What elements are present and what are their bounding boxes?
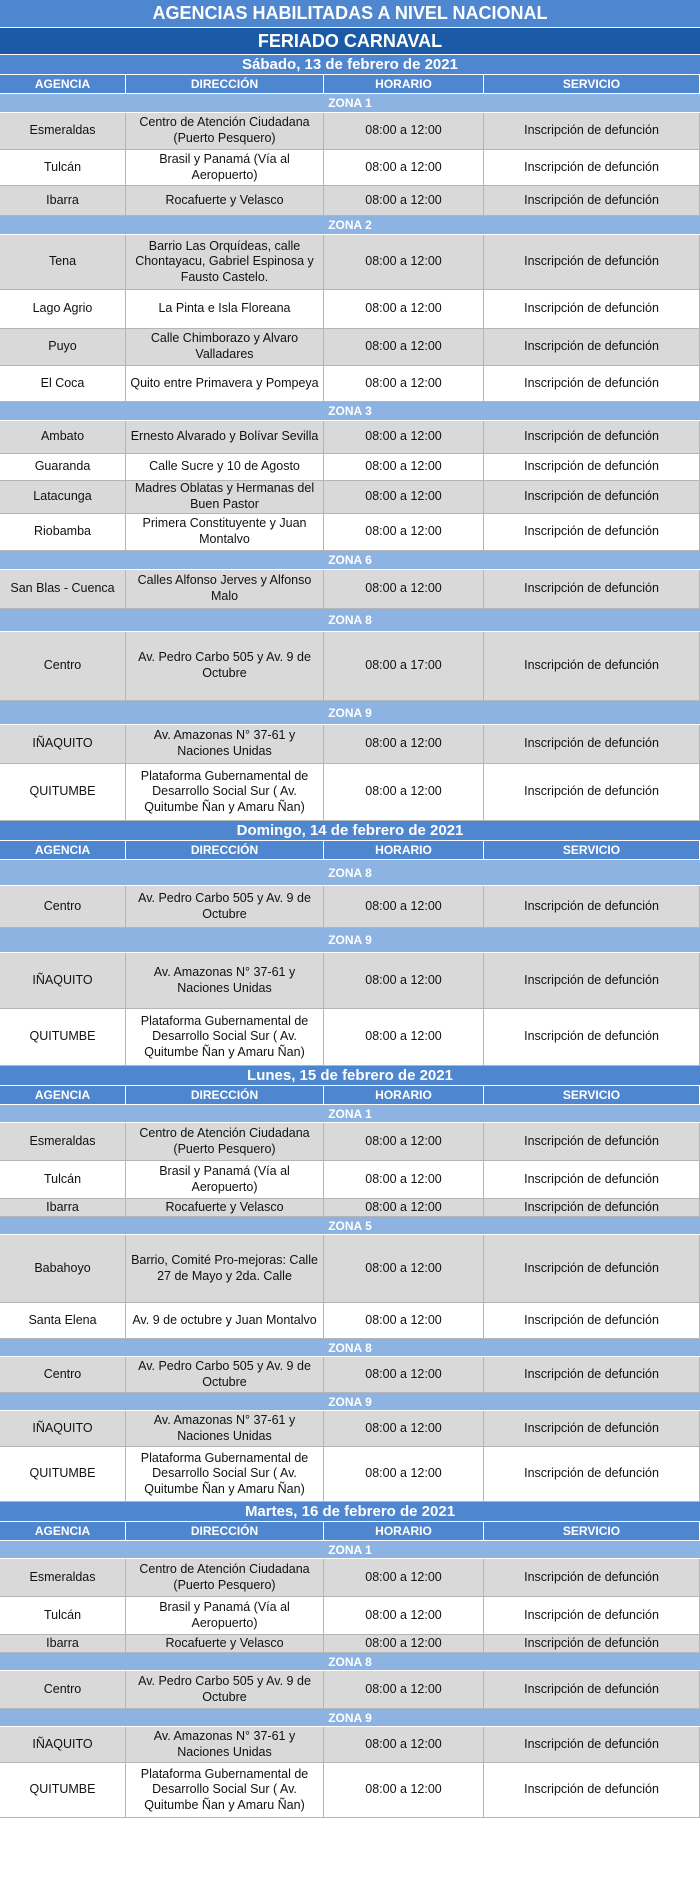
agencia-cell: Esmeraldas	[0, 113, 126, 150]
day-header: Sábado, 13 de febrero de 2021	[0, 55, 700, 75]
servicio-cell: Inscripción de defunción	[484, 514, 700, 551]
agencia-cell: El Coca	[0, 366, 126, 402]
servicio-cell: Inscripción de defunción	[484, 632, 700, 701]
horario-cell: 08:00 a 12:00	[324, 1411, 484, 1447]
table-row	[0, 1559, 700, 1597]
horario-cell: 08:00 a 12:00	[324, 1303, 484, 1339]
horario-cell: 08:00 a 12:00	[324, 454, 484, 481]
agencia-cell: IÑAQUITO	[0, 953, 126, 1009]
zone-header: ZONA 8	[0, 609, 700, 632]
horario-cell: 08:00 a 12:00	[324, 186, 484, 216]
servicio-cell: Inscripción de defunción	[484, 1357, 700, 1393]
column-header: AGENCIA	[0, 841, 126, 860]
table-row	[0, 1727, 700, 1763]
column-header-row	[0, 1086, 700, 1105]
direccion-cell: Brasil y Panamá (Vía al Aeropuerto)	[126, 150, 324, 186]
zone-header: ZONA 8	[0, 860, 700, 886]
days-container	[0, 55, 700, 1818]
agencia-cell: QUITUMBE	[0, 764, 126, 821]
agencia-cell: IÑAQUITO	[0, 1411, 126, 1447]
agencia-cell: Esmeraldas	[0, 1123, 126, 1161]
horario-cell: 08:00 a 12:00	[324, 1199, 484, 1217]
horario-cell: 08:00 a 12:00	[324, 481, 484, 514]
horario-cell: 08:00 a 12:00	[324, 113, 484, 150]
servicio-cell: Inscripción de defunción	[484, 1671, 700, 1709]
agencia-cell: Puyo	[0, 329, 126, 366]
zone-header: ZONA 3	[0, 402, 700, 421]
direccion-cell: Centro de Atención Ciudadana (Puerto Pesquero)	[126, 1123, 324, 1161]
servicio-cell: Inscripción de defunción	[484, 886, 700, 928]
horario-cell: 08:00 a 12:00	[324, 764, 484, 821]
horario-cell: 08:00 a 12:00	[324, 1447, 484, 1502]
servicio-cell: Inscripción de defunción	[484, 1447, 700, 1502]
direccion-cell: Rocafuerte y Velasco	[126, 1199, 324, 1217]
servicio-cell: Inscripción de defunción	[484, 1303, 700, 1339]
servicio-cell: Inscripción de defunción	[484, 113, 700, 150]
agencia-cell: San Blas - Cuenca	[0, 570, 126, 609]
page-title: AGENCIAS HABILITADAS A NIVEL NACIONAL	[0, 0, 700, 28]
horario-cell: 08:00 a 12:00	[324, 725, 484, 764]
table-row	[0, 1357, 700, 1393]
horario-cell: 08:00 a 12:00	[324, 329, 484, 366]
zone-header: ZONA 8	[0, 1339, 700, 1357]
zone-header: ZONA 9	[0, 928, 700, 953]
table-row	[0, 764, 700, 821]
day-section	[0, 55, 700, 821]
direccion-cell: Plataforma Gubernamental de Desarrollo Social Sur ( Av. Quitumbe Ñan y Amaru Ñan)	[126, 1447, 324, 1502]
servicio-cell: Inscripción de defunción	[484, 186, 700, 216]
day-section	[0, 1502, 700, 1818]
table-row	[0, 290, 700, 329]
servicio-cell: Inscripción de defunción	[484, 421, 700, 454]
column-header: SERVICIO	[484, 841, 700, 860]
zone-header: ZONA 1	[0, 94, 700, 113]
day-section	[0, 1066, 700, 1502]
direccion-cell: Plataforma Gubernamental de Desarrollo Social Sur ( Av. Quitumbe Ñan y Amaru Ñan)	[126, 1009, 324, 1066]
agencia-cell: Ibarra	[0, 186, 126, 216]
agencia-cell: Tulcán	[0, 1161, 126, 1199]
servicio-cell: Inscripción de defunción	[484, 1235, 700, 1303]
column-header: SERVICIO	[484, 1522, 700, 1541]
servicio-cell: Inscripción de defunción	[484, 1727, 700, 1763]
agencia-cell: Tena	[0, 235, 126, 290]
column-header: AGENCIA	[0, 75, 126, 94]
direccion-cell: Barrio Las Orquídeas, calle Chontayacu, Gabriel Espinosa y Fausto Castelo.	[126, 235, 324, 290]
column-header-row	[0, 75, 700, 94]
page-subtitle: FERIADO CARNAVAL	[0, 28, 700, 55]
table-row	[0, 886, 700, 928]
servicio-cell: Inscripción de defunción	[484, 1161, 700, 1199]
direccion-cell: Brasil y Panamá (Vía al Aeropuerto)	[126, 1161, 324, 1199]
horario-cell: 08:00 a 12:00	[324, 150, 484, 186]
zone-header: ZONA 1	[0, 1105, 700, 1123]
table-row	[0, 1161, 700, 1199]
column-header: AGENCIA	[0, 1522, 126, 1541]
zone-header: ZONA 5	[0, 1217, 700, 1235]
direccion-cell: Ernesto Alvarado y Bolívar Sevilla	[126, 421, 324, 454]
zone-header: ZONA 1	[0, 1541, 700, 1559]
table-row	[0, 1009, 700, 1066]
servicio-cell: Inscripción de defunción	[484, 725, 700, 764]
direccion-cell: Av. Amazonas N° 37-61 y Naciones Unidas	[126, 1411, 324, 1447]
horario-cell: 08:00 a 12:00	[324, 366, 484, 402]
zone-header: ZONA 8	[0, 1653, 700, 1671]
horario-cell: 08:00 a 12:00	[324, 1123, 484, 1161]
agencia-cell: QUITUMBE	[0, 1763, 126, 1818]
servicio-cell: Inscripción de defunción	[484, 1411, 700, 1447]
table-row	[0, 454, 700, 481]
table-row	[0, 150, 700, 186]
direccion-cell: Plataforma Gubernamental de Desarrollo Social Sur ( Av. Quitumbe Ñan y Amaru Ñan)	[126, 764, 324, 821]
servicio-cell: Inscripción de defunción	[484, 953, 700, 1009]
servicio-cell: Inscripción de defunción	[484, 290, 700, 329]
day-header: Lunes, 15 de febrero de 2021	[0, 1066, 700, 1086]
direccion-cell: Rocafuerte y Velasco	[126, 1635, 324, 1653]
table-row	[0, 1123, 700, 1161]
agencia-cell: Esmeraldas	[0, 1559, 126, 1597]
agencia-cell: Riobamba	[0, 514, 126, 551]
column-header: DIRECCIÓN	[126, 75, 324, 94]
direccion-cell: Calle Sucre y 10 de Agosto	[126, 454, 324, 481]
horario-cell: 08:00 a 12:00	[324, 1635, 484, 1653]
servicio-cell: Inscripción de defunción	[484, 1123, 700, 1161]
agencia-cell: Ibarra	[0, 1199, 126, 1217]
horario-cell: 08:00 a 12:00	[324, 1597, 484, 1635]
direccion-cell: Av. Pedro Carbo 505 y Av. 9 de Octubre	[126, 886, 324, 928]
agencia-cell: Guaranda	[0, 454, 126, 481]
table-row	[0, 632, 700, 701]
table-row	[0, 1597, 700, 1635]
direccion-cell: Centro de Atención Ciudadana (Puerto Pesquero)	[126, 1559, 324, 1597]
table-row	[0, 366, 700, 402]
horario-cell: 08:00 a 12:00	[324, 1559, 484, 1597]
day-section	[0, 821, 700, 1066]
servicio-cell: Inscripción de defunción	[484, 454, 700, 481]
agencia-cell: Ibarra	[0, 1635, 126, 1653]
direccion-cell: Av. Amazonas N° 37-61 y Naciones Unidas	[126, 1727, 324, 1763]
direccion-cell: Av. 9 de octubre y Juan Montalvo	[126, 1303, 324, 1339]
column-header-row	[0, 841, 700, 860]
horario-cell: 08:00 a 12:00	[324, 1009, 484, 1066]
day-header: Domingo, 14 de febrero de 2021	[0, 821, 700, 841]
table-row	[0, 1763, 700, 1818]
horario-cell: 08:00 a 12:00	[324, 1357, 484, 1393]
horario-cell: 08:00 a 17:00	[324, 632, 484, 701]
servicio-cell: Inscripción de defunción	[484, 1199, 700, 1217]
horario-cell: 08:00 a 12:00	[324, 421, 484, 454]
direccion-cell: Brasil y Panamá (Vía al Aeropuerto)	[126, 1597, 324, 1635]
servicio-cell: Inscripción de defunción	[484, 1635, 700, 1653]
servicio-cell: Inscripción de defunción	[484, 1763, 700, 1818]
agencia-cell: Centro	[0, 1357, 126, 1393]
column-header: HORARIO	[324, 75, 484, 94]
servicio-cell: Inscripción de defunción	[484, 764, 700, 821]
agencia-cell: Santa Elena	[0, 1303, 126, 1339]
agencia-cell: Centro	[0, 632, 126, 701]
horario-cell: 08:00 a 12:00	[324, 1763, 484, 1818]
column-header: SERVICIO	[484, 75, 700, 94]
table-row	[0, 235, 700, 290]
servicio-cell: Inscripción de defunción	[484, 1559, 700, 1597]
direccion-cell: Centro de Atención Ciudadana (Puerto Pesquero)	[126, 113, 324, 150]
agencia-cell: QUITUMBE	[0, 1447, 126, 1502]
horario-cell: 08:00 a 12:00	[324, 1161, 484, 1199]
direccion-cell: Av. Pedro Carbo 505 y Av. 9 de Octubre	[126, 632, 324, 701]
horario-cell: 08:00 a 12:00	[324, 1671, 484, 1709]
direccion-cell: Primera Constituyente y Juan Montalvo	[126, 514, 324, 551]
table-row	[0, 570, 700, 609]
table-row	[0, 1235, 700, 1303]
agencia-cell: IÑAQUITO	[0, 725, 126, 764]
direccion-cell: Madres Oblatas y Hermanas del Buen Pastor	[126, 481, 324, 514]
table-row	[0, 113, 700, 150]
table-row	[0, 1671, 700, 1709]
direccion-cell: Av. Amazonas N° 37-61 y Naciones Unidas	[126, 953, 324, 1009]
agencia-cell: Tulcán	[0, 150, 126, 186]
table-row	[0, 421, 700, 454]
column-header: DIRECCIÓN	[126, 841, 324, 860]
table-row	[0, 514, 700, 551]
servicio-cell: Inscripción de defunción	[484, 329, 700, 366]
horario-cell: 08:00 a 12:00	[324, 1727, 484, 1763]
direccion-cell: La Pinta e Isla Floreana	[126, 290, 324, 329]
horario-cell: 08:00 a 12:00	[324, 886, 484, 928]
table-row	[0, 1447, 700, 1502]
column-header: AGENCIA	[0, 1086, 126, 1105]
column-header: HORARIO	[324, 1522, 484, 1541]
column-header: DIRECCIÓN	[126, 1522, 324, 1541]
table-row	[0, 481, 700, 514]
servicio-cell: Inscripción de defunción	[484, 1009, 700, 1066]
horario-cell: 08:00 a 12:00	[324, 290, 484, 329]
zone-header: ZONA 2	[0, 216, 700, 235]
horario-cell: 08:00 a 12:00	[324, 953, 484, 1009]
servicio-cell: Inscripción de defunción	[484, 235, 700, 290]
table-row	[0, 1199, 700, 1217]
direccion-cell: Quito entre Primavera y Pompeya	[126, 366, 324, 402]
direccion-cell: Av. Amazonas N° 37-61 y Naciones Unidas	[126, 725, 324, 764]
table-row	[0, 725, 700, 764]
direccion-cell: Calle Chimborazo y Alvaro Valladares	[126, 329, 324, 366]
agencia-cell: Centro	[0, 1671, 126, 1709]
table-row	[0, 329, 700, 366]
table-row	[0, 953, 700, 1009]
column-header-row	[0, 1522, 700, 1541]
column-header: HORARIO	[324, 841, 484, 860]
direccion-cell: Av. Pedro Carbo 505 y Av. 9 de Octubre	[126, 1671, 324, 1709]
servicio-cell: Inscripción de defunción	[484, 150, 700, 186]
servicio-cell: Inscripción de defunción	[484, 570, 700, 609]
day-header: Martes, 16 de febrero de 2021	[0, 1502, 700, 1522]
horario-cell: 08:00 a 12:00	[324, 235, 484, 290]
servicio-cell: Inscripción de defunción	[484, 366, 700, 402]
table-row	[0, 1303, 700, 1339]
zone-header: ZONA 9	[0, 1709, 700, 1727]
direccion-cell: Barrio, Comité Pro-mejoras: Calle 27 de Mayo y 2da. Calle	[126, 1235, 324, 1303]
table-row	[0, 186, 700, 216]
direccion-cell: Rocafuerte y Velasco	[126, 186, 324, 216]
agencia-cell: Centro	[0, 886, 126, 928]
direccion-cell: Plataforma Gubernamental de Desarrollo Social Sur ( Av. Quitumbe Ñan y Amaru Ñan)	[126, 1763, 324, 1818]
column-header: SERVICIO	[484, 1086, 700, 1105]
horario-cell: 08:00 a 12:00	[324, 514, 484, 551]
agencia-cell: IÑAQUITO	[0, 1727, 126, 1763]
zone-header: ZONA 6	[0, 551, 700, 570]
direccion-cell: Av. Pedro Carbo 505 y Av. 9 de Octubre	[126, 1357, 324, 1393]
horario-cell: 08:00 a 12:00	[324, 1235, 484, 1303]
agencia-cell: Ambato	[0, 421, 126, 454]
agencia-cell: Lago Agrio	[0, 290, 126, 329]
table-row	[0, 1411, 700, 1447]
horario-cell: 08:00 a 12:00	[324, 570, 484, 609]
direccion-cell: Calles Alfonso Jerves y Alfonso Malo	[126, 570, 324, 609]
column-header: HORARIO	[324, 1086, 484, 1105]
zone-header: ZONA 9	[0, 1393, 700, 1411]
agencia-cell: Tulcán	[0, 1597, 126, 1635]
servicio-cell: Inscripción de defunción	[484, 1597, 700, 1635]
column-header: DIRECCIÓN	[126, 1086, 324, 1105]
agencia-cell: Babahoyo	[0, 1235, 126, 1303]
agencia-cell: Latacunga	[0, 481, 126, 514]
agencia-cell: QUITUMBE	[0, 1009, 126, 1066]
zone-header: ZONA 9	[0, 701, 700, 725]
table-row	[0, 1635, 700, 1653]
servicio-cell: Inscripción de defunción	[484, 481, 700, 514]
